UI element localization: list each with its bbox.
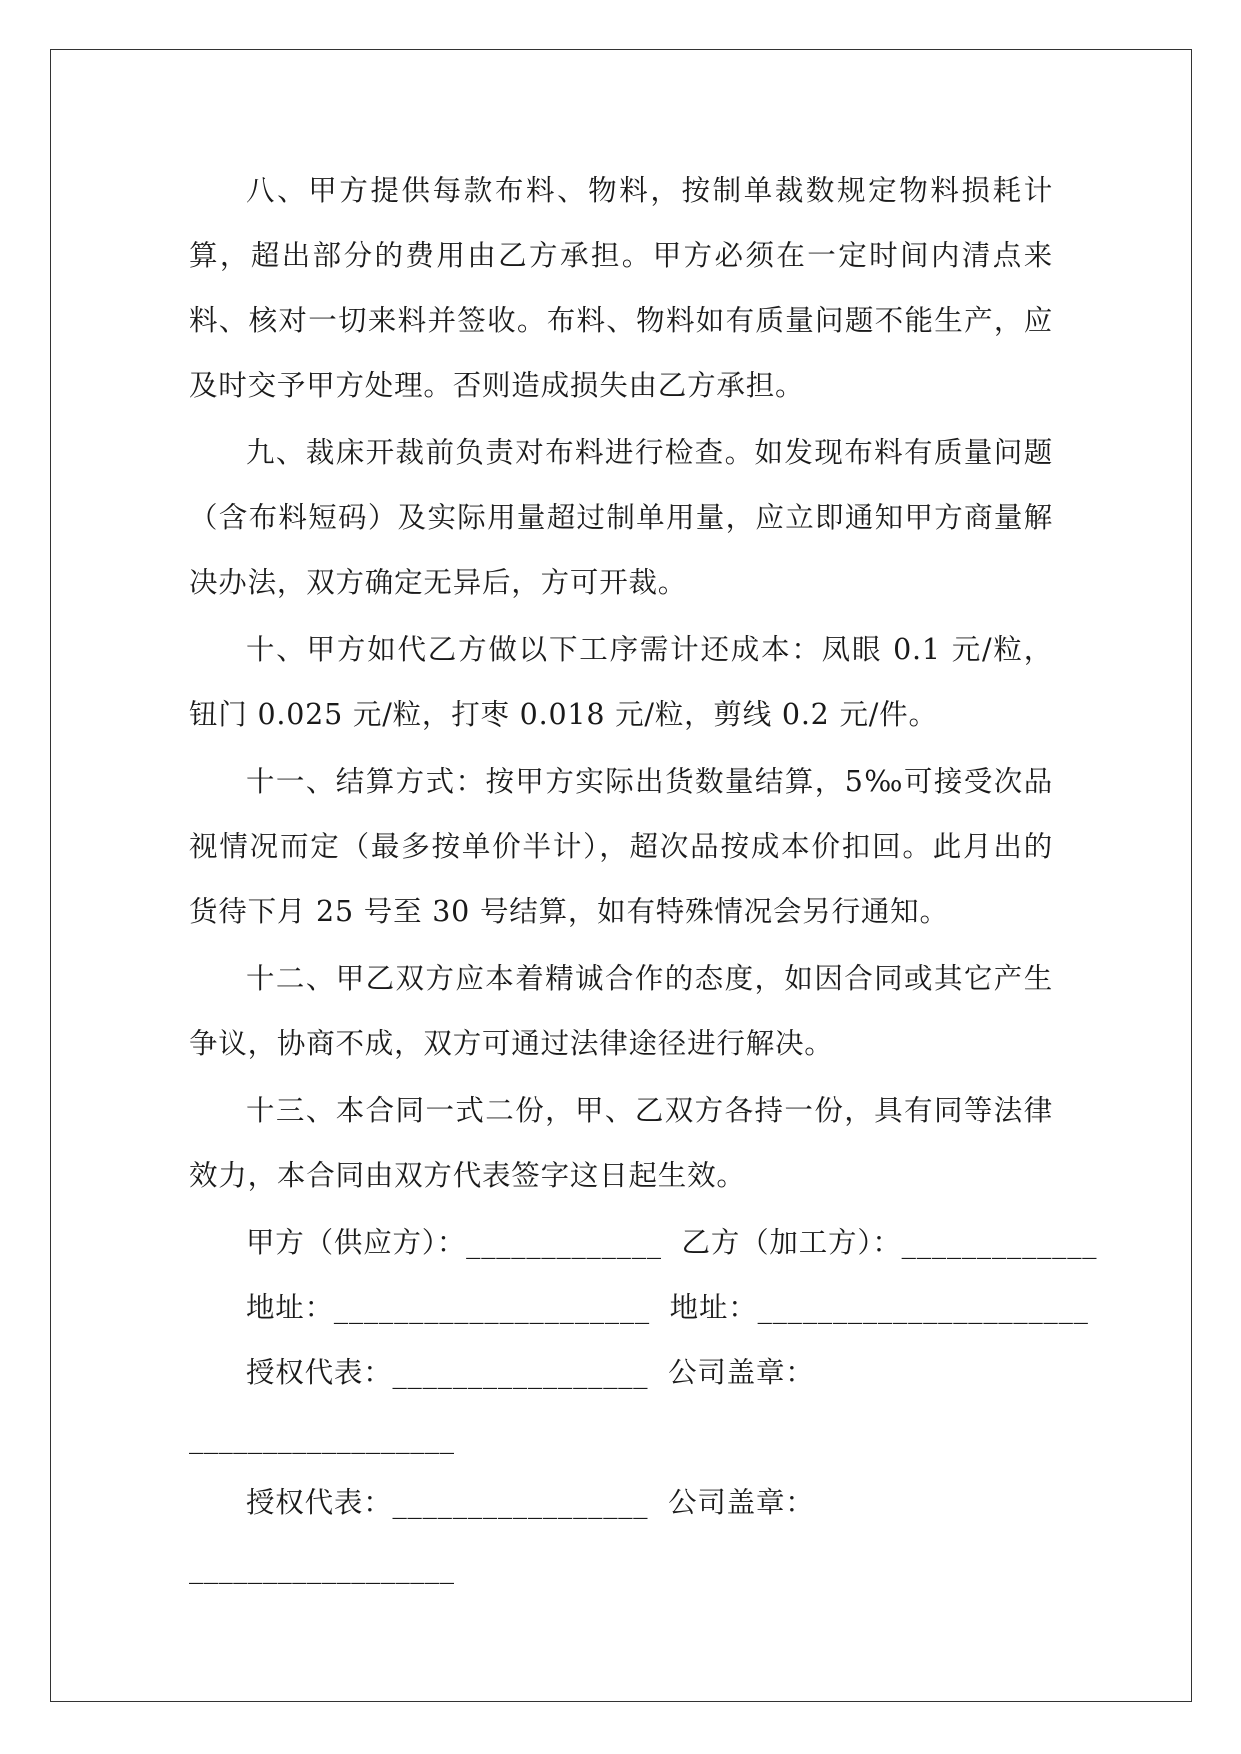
signature-block [189,1210,1098,1600]
party-names-line: 甲方（供应方）：_____________ 乙方（加工方）：_____________ [246,1226,1098,1259]
clause-12: 十二、甲乙双方应本着精诚合作的态度，如因合同或其它产生争议，协商不成，双方可通过法律途径进行解决。 [189,962,1053,1060]
clause-8: 八、甲方提供每款布料、物料，按制单裁数规定物料损耗计算，超出部分的费用由乙方承担。甲方必须在一定时间内清点来料、核对一切来料并签收。布料、物料如有质量问题不能生产，应及时交予甲方处理。否则造成损失由乙方承担。 [189,174,1053,402]
clause-9: 九、裁床开裁前负责对布料进行检查。如发现布料有质量问题（含布料短码）及实际用量超过制单用量，应立即通知甲方商量解决办法，双方确定无异后，方可开裁。 [189,436,1053,599]
clause-11: 十一、结算方式：按甲方实际出货数量结算，5‰可接受次品视情况而定（最多按单价半计），超次品按成本价扣回。此月出的货待下月 25 号至 30 号结算，如有特殊情况会另行通知。 [189,765,1053,928]
representative-line-2: 授权代表：_________________ 公司盖章： [246,1486,815,1519]
representative-line-1: 授权代表：_________________ 公司盖章： [246,1356,815,1389]
contract-body [189,158,1098,1600]
seal-blank-2: __________________ [189,1551,455,1584]
seal-blank-1: __________________ [189,1421,455,1454]
clause-13: 十三、本合同一式二份，甲、乙双方各持一份，具有同等法律效力，本合同由双方代表签字这日起生效。 [189,1094,1053,1192]
address-line: 地址：_____________________ 地址：______________________ [246,1291,1089,1324]
clause-10: 十、甲方如代乙方做以下工序需计还成本：凤眼 0.1 元/粒，钮门 0.025 元/粒，打枣 0.018 元/粒，剪线 0.2 元/件。 [189,633,1053,731]
